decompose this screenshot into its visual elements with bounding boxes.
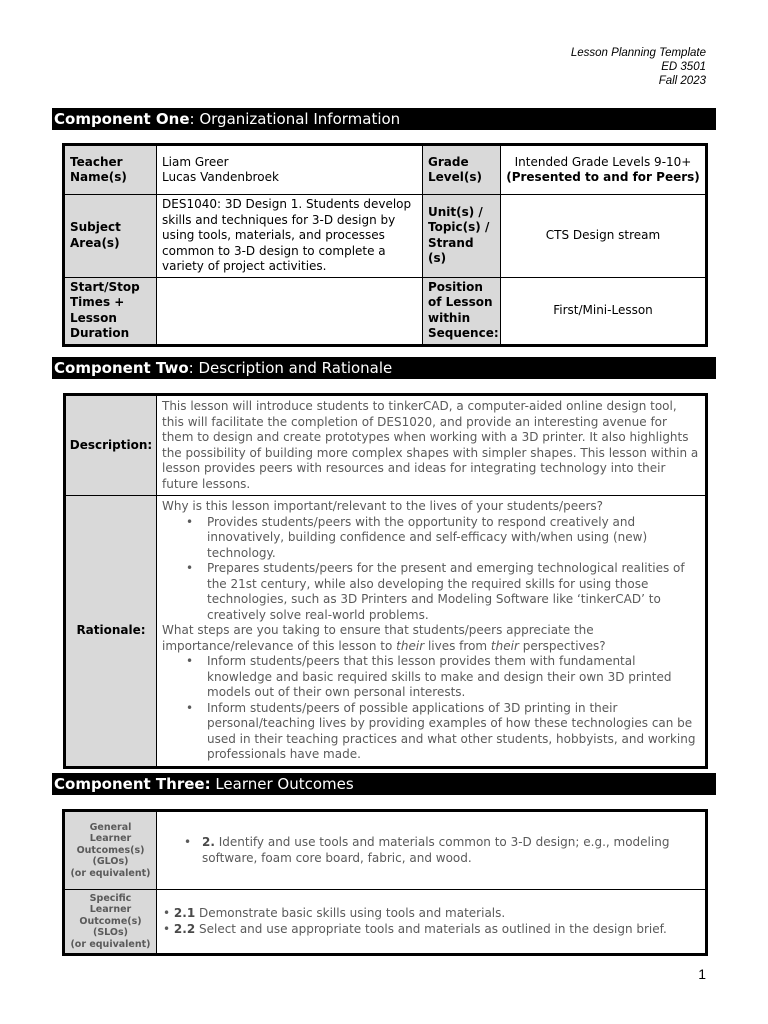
page-number: 1 <box>698 966 706 982</box>
glo-text: Identify and use tools and materials common to 3-D design; e.g., modeling software, foam core board, fabric, and wood. <box>202 835 670 865</box>
glo-content: • 2. Identify and use tools and materials common to 3-D design; e.g., modeling software, foam core board, fabric, and wood. <box>157 811 707 890</box>
list-item: • Provides students/peers with the opportunity to respond creatively and innovatively, building confidence and self-efficacy with/when using (new) technology. <box>162 515 700 562</box>
teacher-name-1: Liam Greer <box>162 154 229 169</box>
teacher-name-2: Lucas Vandenbroek <box>162 170 279 184</box>
times-label: Start/Stop Times + Lesson Duration <box>64 277 157 345</box>
slo-content <box>157 890 707 955</box>
list-item: • Inform students/peers that this lesson provides them with fundamental knowledge and basic required skills to make and design their own 3D printed models out of their own personal interests. <box>162 654 700 701</box>
list-item: • 2.2 Select and use appropriate tools and materials as outlined in the design brief. <box>163 921 667 936</box>
list-item: • Prepares students/peers for the present and emerging technological realities of the 21st century, while also developing the required skills for using those technologies, such as 3D Printers and Modeling Software like ‘tinkerCAD’ to creatively solve real-world problems. <box>162 561 700 623</box>
component-one-heading: Component One: Organizational Information <box>52 108 716 130</box>
grade-label: Grade Level(s) <box>423 145 501 195</box>
component-two-heading: Component Two: Description and Rationale <box>52 357 716 379</box>
rationale-question-2: What steps are you taking to ensure that students/peers appreciate the importance/relevance of this lesson to their lives from their perspectives? <box>162 623 606 653</box>
glo-number: 2. <box>202 835 215 849</box>
rationale-bullets-1 <box>162 515 700 624</box>
list-item: • Inform students/peers of possible applications of 3D printing in their personal/teaching lives by providing examples of how these technologies can be used in their teaching practices and what other students, hobbyists, and working professionals have made. <box>162 701 700 763</box>
teacher-label: Teacher Name(s) <box>64 145 157 195</box>
document-header <box>571 46 706 88</box>
position-label: Position of Lesson within Sequence: <box>423 277 501 345</box>
description-label: Description: <box>65 395 157 496</box>
position-value: First/Mini-Lesson <box>501 277 707 345</box>
slo-label: Specific Learner Outcome(s) (SLOs) (or equivalent) <box>64 890 157 955</box>
rationale-question-1: Why is this lesson important/relevant to the lives of your students/peers? <box>162 499 604 513</box>
subject-value: DES1040: 3D Design 1. Students develop skills and techniques for 3-D design by using tools, materials, and processes common to 3-D design to complete a variety of project activities. <box>157 195 423 278</box>
rationale-bullets-2 <box>162 654 700 763</box>
grade-levels: Intended Grade Levels 9-10+ <box>514 154 692 169</box>
grade-value <box>501 145 707 195</box>
header-term: Fall 2023 <box>658 75 706 87</box>
grade-presented: (Presented to and for Peers) <box>506 170 700 184</box>
organizational-info-table <box>62 143 708 347</box>
list-item: • 2.1 Demonstrate basic skills using tools and materials. <box>163 906 506 920</box>
unit-value: CTS Design stream <box>501 195 707 278</box>
component-three-heading: Component Three: Learner Outcomes <box>52 773 716 795</box>
header-template-name: Lesson Planning Template <box>570 47 706 59</box>
header-course-code: ED 3501 <box>661 61 706 73</box>
times-value <box>157 277 423 345</box>
teacher-names <box>157 145 423 195</box>
rationale-label: Rationale: <box>65 496 157 768</box>
description-rationale-table <box>63 393 708 769</box>
unit-label: Unit(s) / Topic(s) / Strand (s) <box>423 195 501 278</box>
rationale-content <box>157 496 707 768</box>
description-text: This lesson will introduce students to tinkerCAD, a computer-aided online design tool, this will facilitate the completion of DES1020, and provide an interesting avenue for them to design and create prototypes when working with a 3D printer. It also highlights the possibility of building more complex shapes with simpler shapes. This lesson within a lesson provides peers with resources and ideas for integrating technology into their future lessons. <box>157 395 707 496</box>
subject-label: Subject Area(s) <box>64 195 157 278</box>
glo-label: General Learner Outcomes(s) (GLOs) (or equivalent) <box>64 811 157 890</box>
learner-outcomes-table <box>62 809 708 956</box>
